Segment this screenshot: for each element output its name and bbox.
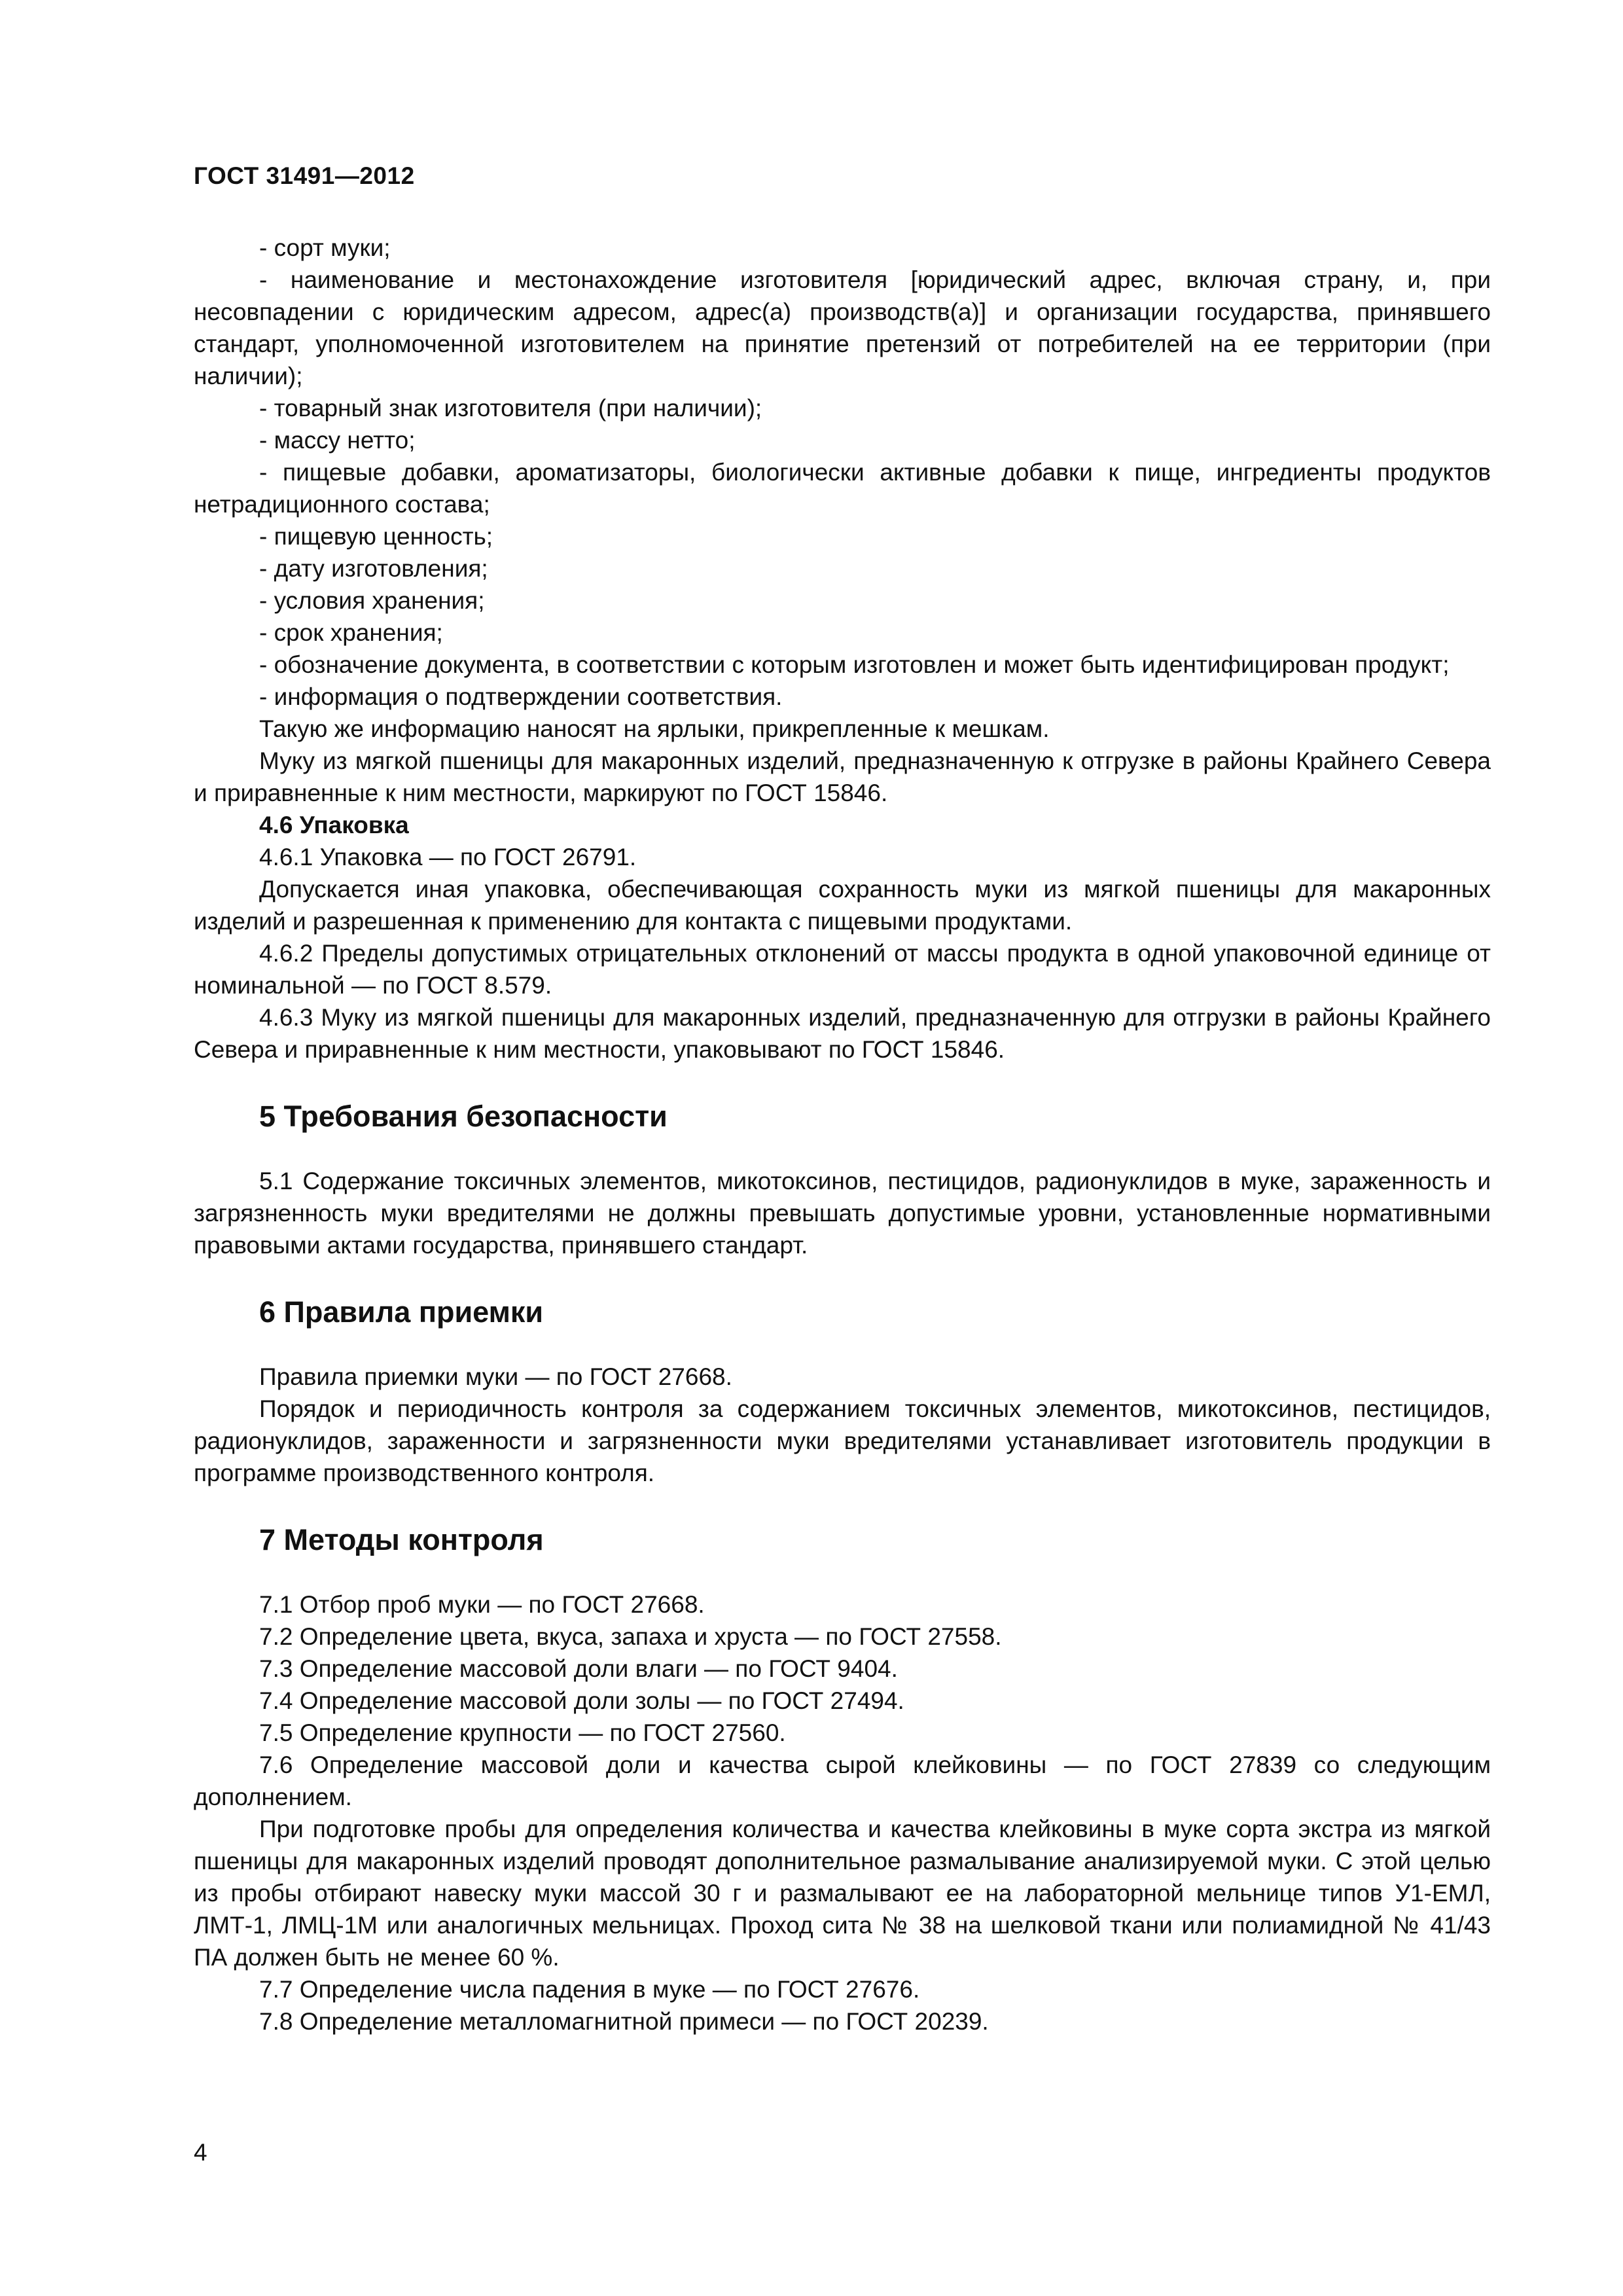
paragraph: 7.2 Определение цвета, вкуса, запаха и хруста — по ГОСТ 27558.	[259, 1623, 1002, 1650]
paragraph: - условия хранения;	[259, 587, 485, 614]
document-body	[194, 232, 1491, 2037]
paragraph: - наименование и местонахождение изготовителя [юридический адрес, включая страну, и, при несовпадении с юридическим адресом, адрес(а) производств(а)] и организации государства, принявшего стандарт, уполномоченной изготовителем на принятие претензий от потребителей на ее территории (при наличии);	[194, 266, 1491, 389]
paragraph: - информация о подтверждении соответствия.	[259, 683, 783, 710]
paragraph: При подготовке пробы для определения количества и качества клейковины в муке сорта экстра из мягкой пшеницы для макаронных изделий проводят дополнительное размалывание анализируемой муки. С этой целью из пробы отбирают навеску муки массой 30 г и размалывают ее на лабораторной мельнице типов У1-ЕМЛ, ЛМТ-1, ЛМЦ-1М или аналогичных мельницах. Проход сита № 38 на шелковой ткани или полиамидной № 41/43 ПА должен быть не менее 60 %.	[194, 1816, 1491, 1971]
paragraph: 4.6.2 Пределы допустимых отрицательных отклонений от массы продукта в одной упаковочной единице от номинальной — по ГОСТ 8.579.	[194, 940, 1491, 999]
paragraph: Муку из мягкой пшеницы для макаронных изделий, предназначенную к отгрузке в районы Крайнего Севера и приравненные к ним местности, маркируют по ГОСТ 15846.	[194, 747, 1491, 806]
section-heading: 5 Требования безопасности	[259, 1100, 668, 1133]
paragraph: 7.1 Отбор проб муки — по ГОСТ 27668.	[259, 1591, 705, 1618]
paragraph: - товарный знак изготовителя (при наличии);	[259, 395, 762, 422]
paragraph: Такую же информацию наносят на ярлыки, прикрепленные к мешкам.	[259, 715, 1050, 742]
paragraph: - массу нетто;	[259, 427, 416, 454]
section-spacer	[194, 1136, 1491, 1165]
paragraph: 7.3 Определение массовой доли влаги — по ГОСТ 9404.	[259, 1655, 898, 1682]
paragraph: - пищевую ценность;	[259, 523, 493, 550]
paragraph: 7.7 Определение числа падения в муке — по ГОСТ 27676.	[259, 1976, 920, 2003]
paragraph: - срок хранения;	[259, 619, 443, 646]
section-spacer	[194, 1261, 1491, 1293]
section-spacer	[194, 1560, 1491, 1588]
paragraph: Порядок и периодичность контроля за содержанием токсичных элементов, микотоксинов, пестицидов, радионуклидов, зараженности и загрязненности муки вредителями устанавливает изготовитель продукции в программе производственного контроля.	[194, 1395, 1491, 1486]
paragraph: 7.6 Определение массовой доли и качества сырой клейковины — по ГОСТ 27839 со следующим дополнением.	[194, 1751, 1491, 1810]
paragraph: Правила приемки муки — по ГОСТ 27668.	[259, 1363, 732, 1390]
document-header: ГОСТ 31491—2012	[194, 162, 415, 189]
paragraph: Допускается иная упаковка, обеспечивающая сохранность муки из мягкой пшеницы для макаронных изделий и разрешенная к применению для контакта с пищевыми продуктами.	[194, 876, 1491, 935]
subsection-heading: 4.6 Упаковка	[259, 812, 409, 838]
paragraph: - дату изготовления;	[259, 555, 488, 582]
page-number: 4	[194, 2139, 207, 2166]
section-heading: 7 Методы контроля	[259, 1523, 544, 1556]
paragraph: 4.6.3 Муку из мягкой пшеницы для макаронных изделий, предназначенную для отгрузки в районы Крайнего Севера и приравненные к ним местности, упаковывают по ГОСТ 15846.	[194, 1004, 1491, 1063]
section-spacer	[194, 1332, 1491, 1361]
paragraph: - обозначение документа, в соответствии с которым изготовлен и может быть идентифицирован продукт;	[259, 651, 1450, 678]
section-spacer	[194, 1066, 1491, 1097]
section-heading: 6 Правила приемки	[259, 1295, 544, 1329]
paragraph: - пищевые добавки, ароматизаторы, биологически активные добавки к пище, ингредиенты продуктов нетрадиционного состава;	[194, 459, 1491, 518]
paragraph: - сорт муки;	[259, 234, 391, 261]
paragraph: 5.1 Содержание токсичных элементов, микотоксинов, пестицидов, радионуклидов в муке, зараженность и загрязненность муки вредителями не должны превышать допустимые уровни, установленные нормативными правовыми актами государства, принявшего стандарт.	[194, 1168, 1491, 1259]
paragraph: 7.4 Определение массовой доли золы — по ГОСТ 27494.	[259, 1687, 904, 1714]
paragraph: 7.5 Определение крупности — по ГОСТ 27560.	[259, 1719, 786, 1746]
paragraph: 7.8 Определение металломагнитной примеси — по ГОСТ 20239.	[259, 2008, 989, 2035]
paragraph: 4.6.1 Упаковка — по ГОСТ 26791.	[259, 844, 637, 870]
section-spacer	[194, 1489, 1491, 1520]
